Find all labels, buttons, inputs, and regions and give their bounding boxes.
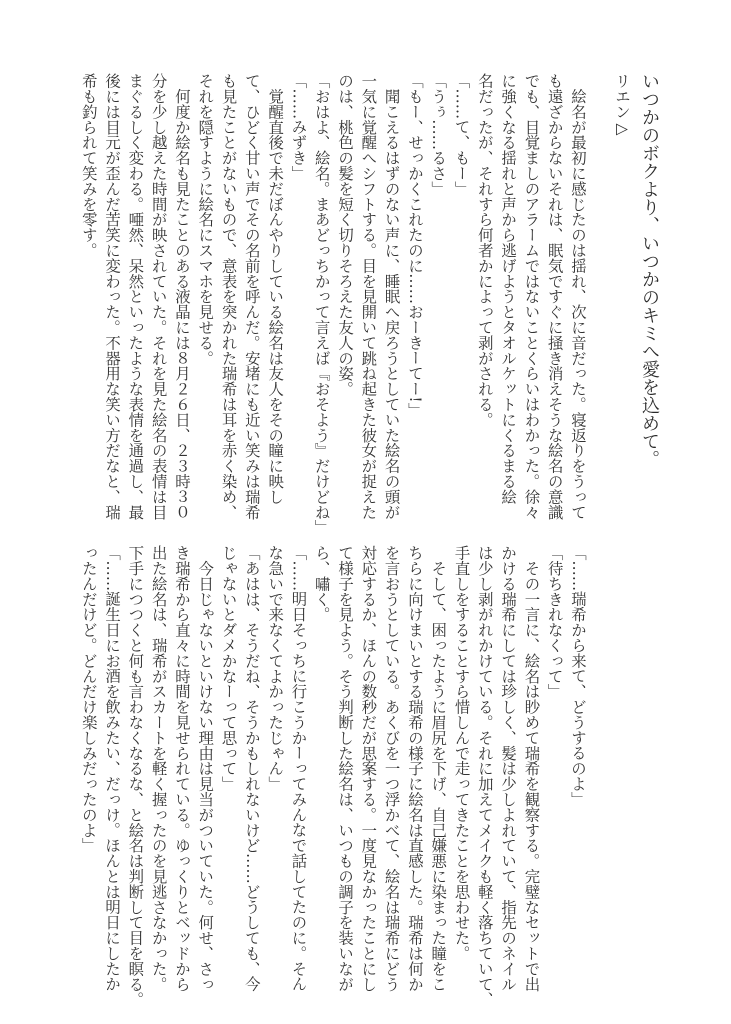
text-column: て、ひどく甘い声でその名前を呼んだ。安堵にも近い笑みは瑞希 — [242, 73, 261, 520]
text-column: 「待ちきれなくって」 — [545, 545, 564, 699]
text-column: 覚醒直後で未だぼんやりしている絵名は友人をその瞳に映し — [266, 73, 285, 505]
text-column: 一気に覚醒へシフトする。目を見開いて跳ね起きた彼女が捉えた — [359, 73, 378, 520]
text-column: 「……瑞希から来て、どうするのよ」 — [569, 545, 587, 807]
text-column: な急いで来なくてよかったじゃん」 — [266, 545, 285, 792]
text-column: 下手につつくと何も言わなくなるな、と絵名は判断して目を瞑る。 — [126, 545, 145, 1007]
text-column: ちらに向けまいとする瑞希の様子に絵名は直感した。瑞希は何か — [405, 545, 424, 992]
text-column: 「……誕生日にお酒を飲みたい、だっけ。ほんとは明日にしたか — [103, 545, 122, 992]
text-column: 「あはは、そうだね、そうかもしれないけど……どうしても、今 — [242, 545, 261, 992]
text-column: 「うぅ……るさ」 — [429, 73, 448, 197]
text-column: ったんだけど。どんだけ楽しみだったのよ」 — [79, 545, 98, 853]
text-column: 「……て、もー」 — [452, 73, 471, 197]
text-column: 手直しをすることすら惜しんで走ってきたことを思わせた。 — [452, 545, 471, 961]
text-column: 「もー、せっかくこれたのに……おーきーてー!」 — [405, 73, 424, 418]
text-column: そして、困ったように眉尻を下げ、自己嫌悪に染まった瞳をこ — [429, 545, 448, 992]
body-text-upper — [76, 73, 589, 535]
text-column: 「……みずき」 — [289, 73, 308, 181]
text-column: 希も釣られて笑みを零す。 — [79, 73, 98, 258]
text-column: 「……明日そっちに行こうかーってみんなで話してたのに。そん — [289, 545, 308, 992]
text-column: じゃないとダメかなーって思って」 — [219, 545, 238, 792]
text-column: その一言に、絵名は眇めて瑞希を観察する。完璧なセットで出 — [522, 545, 541, 992]
text-column: 名だったが、それすら何者かによって剥がされる。 — [475, 73, 494, 428]
text-column: 出た絵名は、瑞希がスカートを軽く握ったのを見逃さなかった。 — [149, 545, 168, 992]
text-column: 対応するか、ほんの数秒だが思案する。一度見なかったことにし — [359, 545, 378, 992]
text-column: まぐるしく変わる。唖然、呆然といったような表情を通過し、最 — [126, 73, 145, 520]
body-text-lower — [76, 545, 589, 1007]
text-column: それを隠すように絵名にスマホを見せる。 — [196, 73, 215, 366]
text-column: 何度か絵名も見たことのある液晶には８月２６日、２３時３０ — [172, 73, 191, 520]
author-name: リエン▷ — [613, 73, 631, 138]
text-column: 分を少し越えた時間が映されていた。それを見た絵名の表情は目 — [149, 73, 168, 520]
story-title: いつかのボクより、いつかのキミへ愛を込めて。 — [639, 72, 660, 468]
text-column: のは、桃色の髪を短く切りそろえた友人の姿。 — [336, 73, 355, 397]
text-column: 絵名が最初に感じたのは揺れ、次に音だった。寝返りをうって — [569, 73, 587, 520]
text-column: に強くなる揺れと声から逃げようとタオルケットにくるまる絵 — [499, 73, 518, 505]
text-column: 今日じゃないといけない理由は見当がついていた。何せ、さっ — [196, 545, 215, 992]
text-column: ら、嘯く。 — [312, 545, 331, 622]
text-column: て様子を見よう。そう判断した絵名は、いつもの調子を装いなが — [336, 545, 355, 992]
text-column: も遠ざからないそれは、眠気ですぐに掻き消えそうな絵名の意識 — [545, 73, 564, 520]
text-column: 後には目元が歪んだ苦笑に変わった。不器用な笑い方だなと、瑞 — [103, 73, 122, 520]
text-column: は少し剥がれかけている。それに加えてメイクも軽く落ちていて、 — [475, 545, 494, 1007]
text-column: も見たことがないもので、意表を突かれた瑞希は耳を赤く染め、 — [219, 73, 238, 520]
text-column: を言おうとしている。あくびを一つ浮かべて、絵名は瑞希にどう — [382, 545, 401, 992]
text-column: 「おはよ、絵名。まあどっちかって言えば『おそよう』だけどね」 — [312, 73, 331, 535]
text-column: き瑞希から直々に時間を見せられている。ゆっくりとベッドから — [172, 545, 191, 992]
text-column: 聞こえるはずのない声に、睡眠へ戻ろうとしていた絵名の頭が — [382, 73, 401, 520]
text-column: でも、目覚ましのアラームではないことくらいはわかった。徐々 — [522, 73, 541, 520]
text-column: かける瑞希にしては珍しく、髪は少しよれていて、指先のネイル — [499, 545, 518, 992]
